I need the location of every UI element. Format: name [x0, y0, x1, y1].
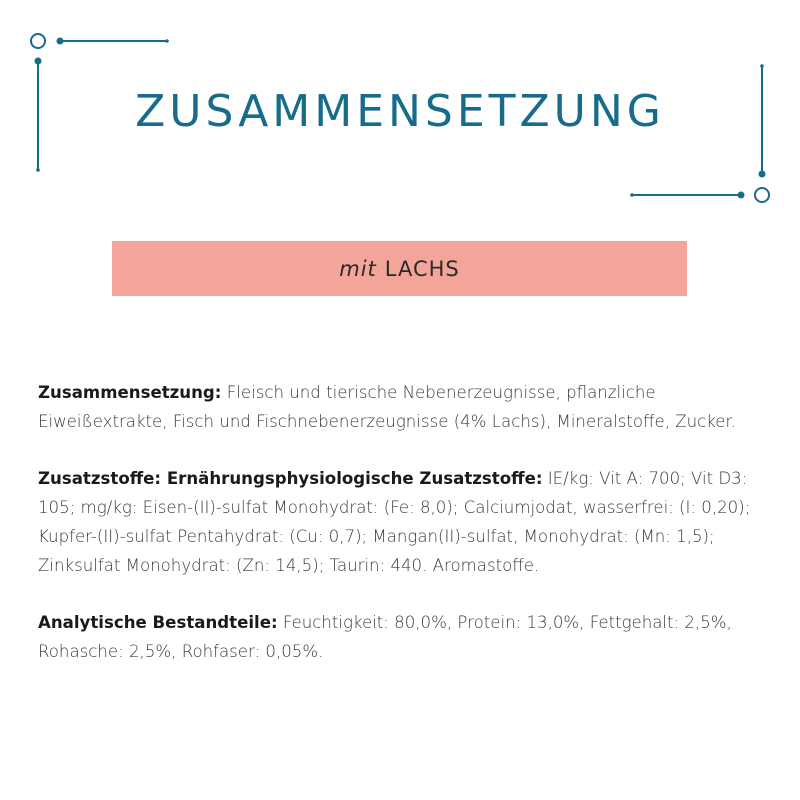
frame-dot-top-end [165, 39, 169, 43]
section-text: IE/kg: Vit A: 700; Vit D3: 105; mg/kg: Eisen-(II)-sulfat Monohydrat: (Fe: 8,0); Calciumjodat, wasserfrei: (I: 0,20); Kupfer-(II)-sulfat Pentahydrat: (Cu: 0,7); Mangan(II)-sulfat, Monohydrat: (Mn: 1,5); Zinksulfat Monohydrat: (Zn: 14,5); Taurin: 440. Aromastoffe. [38, 469, 751, 575]
frame-dot-top [57, 38, 64, 45]
frame-dot-left-end [36, 168, 40, 172]
section-text: Feuchtigkeit: 80,0%, Protein: 13,0%, Fettgehalt: 2,5%, Rohasche: 2,5%, Rohfaser: 0,05%. [38, 613, 732, 661]
section-text: Fleisch und tierische Nebenerzeugnisse, pflanzliche Eiweißextrakte, Fisch und Fischnebenerzeugnisse (4% Lachs), Mineralstoffe, Zucker. [38, 383, 737, 431]
flavor-banner [112, 241, 687, 296]
frame-dot-left [35, 58, 42, 65]
page-title: ZUSAMMENSETZUNG [135, 86, 665, 137]
section-label: Zusammensetzung: [38, 383, 222, 402]
section-label: Analytische Bestandteile: [38, 613, 278, 632]
ingredients-content [38, 378, 770, 694]
frame-dot-right [759, 171, 766, 178]
section-composition [38, 378, 770, 436]
frame-ring-top-left [31, 34, 45, 48]
frame-ring-bottom-right [755, 188, 769, 202]
flavor-prefix: mit [339, 256, 377, 281]
frame-dot-bottom [738, 192, 745, 199]
frame-dot-bottom-end [630, 193, 634, 197]
flavor-name: LACHS [384, 256, 460, 281]
section-label: Zusatzstoffe: Ernährungsphysiologische Zusatzstoffe: [38, 469, 543, 488]
frame-dot-right-end [760, 64, 764, 68]
section-additives [38, 464, 770, 580]
section-analytical [38, 608, 770, 666]
